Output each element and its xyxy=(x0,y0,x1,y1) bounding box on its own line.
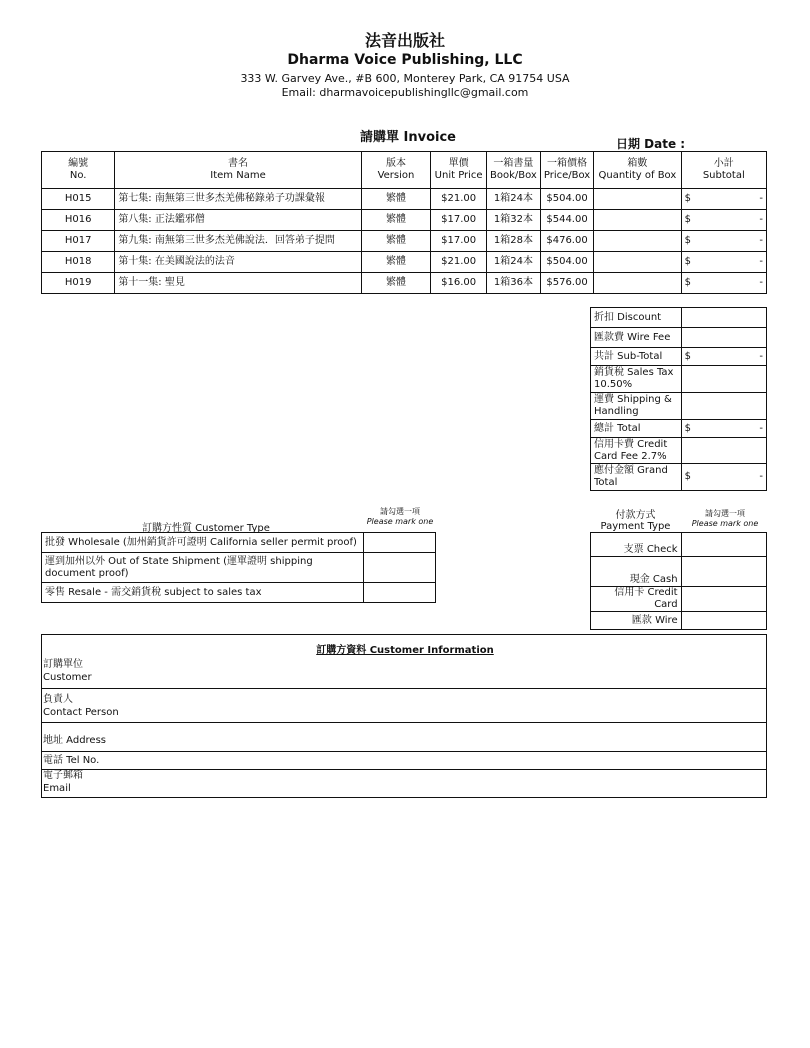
summary-value[interactable] xyxy=(681,438,766,464)
payment-type-checkbox[interactable] xyxy=(681,587,766,612)
item-no: H017 xyxy=(42,231,115,252)
item-unit-price: $17.00 xyxy=(431,231,487,252)
date-label: 日期 Date : xyxy=(616,137,686,151)
item-subtotal: $ - xyxy=(681,231,766,252)
summary-label: 信用卡費 Credit Card Fee 2.7% xyxy=(591,438,682,464)
customer-type-option: 零售 Resale - 需交銷貨稅 subject to sales tax xyxy=(42,583,364,603)
payment-type-option: 信用卡 Credit Card xyxy=(591,587,682,612)
payment-type-row xyxy=(591,587,767,612)
item-version: 繁體 xyxy=(361,231,431,252)
item-subtotal: $ - xyxy=(681,252,766,273)
item-unit-price: $16.00 xyxy=(431,273,487,294)
item-qty-input[interactable] xyxy=(594,252,681,273)
item-book-box: 1箱32本 xyxy=(487,210,541,231)
item-qty-input[interactable] xyxy=(594,210,681,231)
summary-row xyxy=(591,420,767,438)
item-version: 繁體 xyxy=(361,273,431,294)
table-row xyxy=(42,273,767,294)
customer-type-checkbox[interactable] xyxy=(364,533,436,553)
col-unit-price: 單價 Unit Price xyxy=(431,152,487,189)
summary-label: 銷貨稅 Sales Tax 10.50% xyxy=(591,366,682,393)
item-no: H015 xyxy=(42,189,115,210)
summary-value[interactable] xyxy=(681,366,766,393)
payment-type-row xyxy=(591,533,767,557)
customer-type-table xyxy=(41,532,436,603)
item-name: 第十一集: 聖見 xyxy=(115,273,361,294)
customer-field-email[interactable]: 電子郵箱 Email xyxy=(43,770,83,794)
payment-type-mark: 請勾選一項 Please mark one xyxy=(691,509,759,528)
items-table xyxy=(41,151,767,294)
table-row xyxy=(42,231,767,252)
summary-row xyxy=(591,348,767,366)
col-no: 編號 No. xyxy=(42,152,115,189)
summary-value[interactable]: $ - xyxy=(681,348,766,366)
company-name-en: Dharma Voice Publishing, LLC xyxy=(287,52,523,68)
item-unit-price: $17.00 xyxy=(431,210,487,231)
summary-value[interactable] xyxy=(681,308,766,328)
col-item-name: 書名 Item Name xyxy=(115,152,361,189)
customer-field-address[interactable]: 地址 Address xyxy=(41,722,767,752)
customer-type-row xyxy=(42,553,436,583)
item-unit-price: $21.00 xyxy=(431,189,487,210)
summary-value[interactable]: $ - xyxy=(681,420,766,438)
payment-type-option: 支票 Check xyxy=(591,533,682,557)
customer-type-checkbox[interactable] xyxy=(364,553,436,583)
payment-type-table xyxy=(590,532,767,630)
item-name: 第十集: 在美國說法的法音 xyxy=(115,252,361,273)
summary-label: 匯款費 Wire Fee xyxy=(591,328,682,348)
item-no: H016 xyxy=(42,210,115,231)
payment-type-row xyxy=(591,557,767,587)
item-price-box: $504.00 xyxy=(540,252,593,273)
customer-field-contact[interactable]: 負責人 Contact Person xyxy=(41,693,767,723)
summary-row xyxy=(591,438,767,464)
summary-row xyxy=(591,393,767,420)
payment-type-option: 現金 Cash xyxy=(591,557,682,587)
payment-type-option: 匯款 Wire xyxy=(591,612,682,630)
item-qty-input[interactable] xyxy=(594,189,681,210)
item-no: H018 xyxy=(42,252,115,273)
summary-label: 總計 Total xyxy=(591,420,682,438)
summary-label: 應付金額 Grand Total xyxy=(591,464,682,491)
customer-type-row xyxy=(42,583,436,603)
item-book-box: 1箱24本 xyxy=(487,252,541,273)
col-quantity: 箱數 Quantity of Box xyxy=(594,152,681,189)
summary-row xyxy=(591,366,767,393)
summary-value[interactable]: $ - xyxy=(681,464,766,491)
summary-row xyxy=(591,328,767,348)
item-version: 繁體 xyxy=(361,210,431,231)
customer-type-checkbox[interactable] xyxy=(364,583,436,603)
item-book-box: 1箱24本 xyxy=(487,189,541,210)
customer-field-customer[interactable]: 訂購單位 Customer xyxy=(41,658,767,689)
item-subtotal: $ - xyxy=(681,273,766,294)
summary-label: 共計 Sub-Total xyxy=(591,348,682,366)
payment-type-title: 付款方式 Payment Type xyxy=(600,510,671,532)
summary-table xyxy=(590,307,767,491)
col-book-box: 一箱書量 Book/Box xyxy=(487,152,541,189)
item-version: 繁體 xyxy=(361,189,431,210)
company-name-cn: 法音出版社 xyxy=(364,31,445,50)
customer-type-mark: 請勾選一項 Please mark one xyxy=(366,507,434,526)
col-version: 版本 Version xyxy=(361,152,431,189)
item-price-box: $576.00 xyxy=(540,273,593,294)
customer-type-row xyxy=(42,533,436,553)
customer-type-title: 訂購方性質 Customer Type xyxy=(142,523,270,534)
item-qty-input[interactable] xyxy=(594,231,681,252)
item-book-box: 1箱28本 xyxy=(487,231,541,252)
payment-type-checkbox[interactable] xyxy=(681,533,766,557)
summary-label: 運費 Shipping & Handling xyxy=(591,393,682,420)
table-row xyxy=(42,189,767,210)
item-name: 第八集: 正法鑑邪僧 xyxy=(115,210,361,231)
item-unit-price: $21.00 xyxy=(431,252,487,273)
summary-row xyxy=(591,464,767,491)
customer-type-option: 批發 Wholesale (加州銷貨許可證明 California seller permit proof) xyxy=(42,533,364,553)
col-price-box: 一箱價格 Price/Box xyxy=(540,152,593,189)
summary-row xyxy=(591,308,767,328)
item-book-box: 1箱36本 xyxy=(487,273,541,294)
item-price-box: $544.00 xyxy=(540,210,593,231)
invoice-title: 請購單 Invoice xyxy=(360,130,457,145)
payment-type-checkbox[interactable] xyxy=(681,557,766,587)
company-email: Email: dharmavoicepublishingllc@gmail.com xyxy=(281,86,529,99)
customer-type-option: 運到加州以外 Out of State Shipment (運單證明 shipping document proof) xyxy=(42,553,364,583)
item-price-box: $476.00 xyxy=(540,231,593,252)
table-row xyxy=(42,210,767,231)
summary-value[interactable] xyxy=(681,328,766,348)
summary-value[interactable] xyxy=(681,393,766,420)
company-address: 333 W. Garvey Ave., #B 600, Monterey Park, CA 91754 USA xyxy=(240,72,570,85)
table-row xyxy=(42,252,767,273)
col-subtotal: 小計 Subtotal xyxy=(681,152,766,189)
item-subtotal: $ - xyxy=(681,210,766,231)
item-name: 第九集: 南無第三世多杰羌佛說法．回答弟子提問 xyxy=(115,231,361,252)
customer-info-title: 訂購方資料 Customer Information xyxy=(316,645,494,656)
item-version: 繁體 xyxy=(361,252,431,273)
item-price-box: $504.00 xyxy=(540,189,593,210)
item-name: 第七集: 南無第三世多杰羌佛秘錄弟子功課彙報 xyxy=(115,189,361,210)
payment-type-row xyxy=(591,612,767,630)
customer-field-tel[interactable]: 電話 Tel No. xyxy=(41,751,767,770)
items-header-row xyxy=(42,152,767,189)
item-no: H019 xyxy=(42,273,115,294)
item-subtotal: $ - xyxy=(681,189,766,210)
summary-label: 折扣 Discount xyxy=(591,308,682,328)
item-qty-input[interactable] xyxy=(594,273,681,294)
payment-type-checkbox[interactable] xyxy=(681,612,766,630)
